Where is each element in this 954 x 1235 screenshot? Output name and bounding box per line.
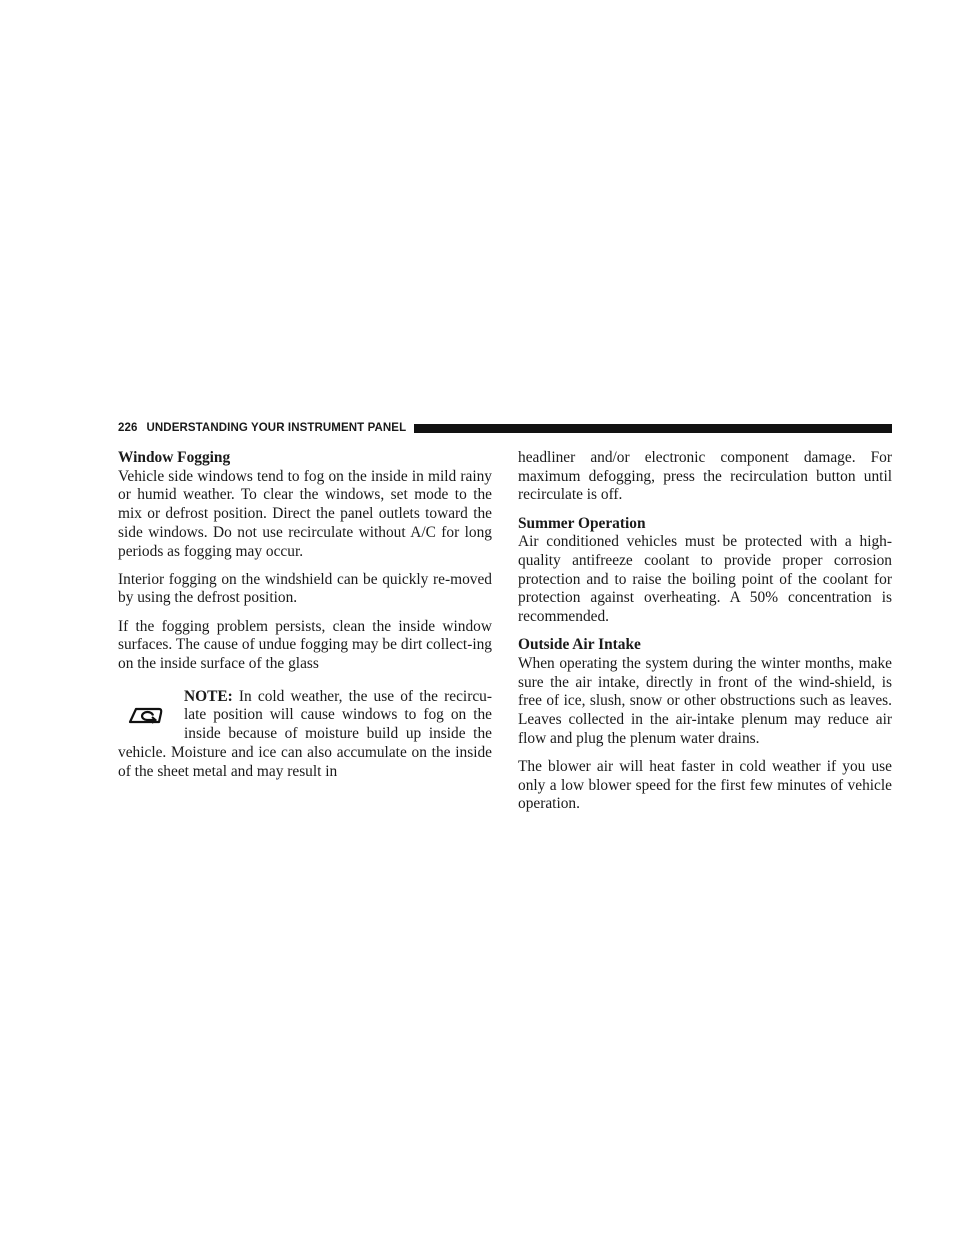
recirculation-icon (118, 688, 172, 744)
outside-air-intake-paragraph-2: The blower air will heat faster in cold weather if you use only a low blower speed for the first few minutes of vehicle operation. (518, 758, 892, 813)
header-rule (414, 424, 892, 433)
page-number: 226 (118, 422, 138, 434)
note-text (118, 688, 492, 782)
window-fogging-paragraph-1: Vehicle side windows tend to fog on the inside in mild rainy or humid weather. To clear the windows, set mode to the mix or defrost position. Direct the panel outlets toward the side windows. Do not use recirculate without A/C for long periods as fogging may occur. (118, 467, 492, 560)
summer-operation-heading: Summer Operation (518, 514, 646, 532)
note-block (118, 688, 492, 782)
outside-air-intake-paragraph-1: When operating the system during the winter months, make sure the air intake, directly in front of the wind-shield, is free of ice, slush, snow or other obstructions such as leaves. Leaves collected in the air-intake plenum may reduce air flow and plug the plenum water drains. (518, 655, 892, 747)
page-header (118, 420, 892, 436)
continuation-paragraph: headliner and/or electronic component damage. For maximum defogging, press the recirculation button until recirculate is off. (518, 449, 892, 504)
window-fogging-heading: Window Fogging (118, 449, 231, 466)
window-fogging-paragraph-2: Interior fogging on the windshield can be quickly re-moved by using the defrost position. (118, 570, 492, 607)
window-fogging-paragraph-3: If the fogging problem persists, clean the inside window surfaces. The cause of undue fogging may be dirt collect-ing on the inside surface of the glass (118, 617, 492, 673)
note-body: In cold weather, the use of the recircu-late position will cause windows to fog on the inside because of moisture build up inside the vehicle. Moisture and ice can also accumulate on the inside of the sheet metal and may result in (118, 687, 492, 780)
summer-operation-paragraph: Air conditioned vehicles must be protected with a high-quality antifreeze coolant to provide proper corrosion protection and to raise the boiling point of the coolant for protection against overheating. A 50% concentration is recommended. (518, 533, 892, 626)
outside-air-intake-heading: Outside Air Intake (518, 636, 641, 654)
left-column (118, 449, 492, 781)
right-column (518, 449, 892, 824)
note-label: NOTE: (184, 687, 233, 705)
section-title: UNDERSTANDING YOUR INSTRUMENT PANEL (146, 422, 407, 434)
